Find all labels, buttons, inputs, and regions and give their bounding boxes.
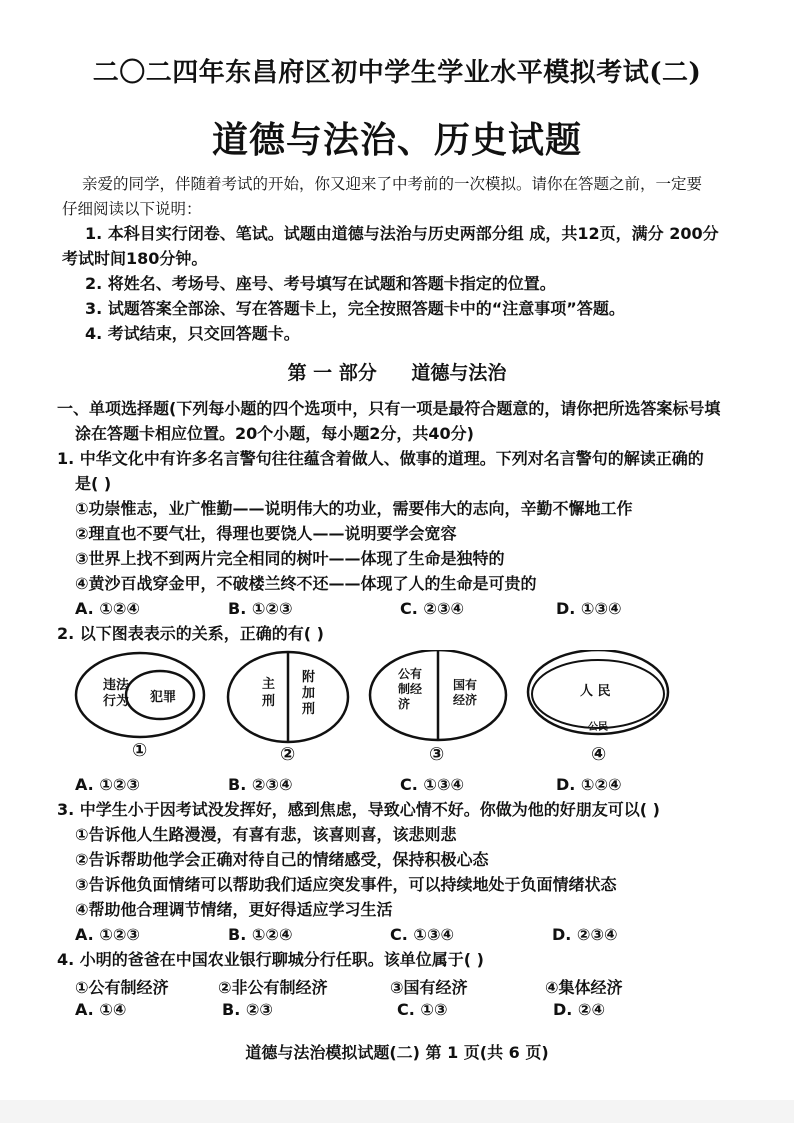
q3-statement-4: ④帮助他合理调节情绪，更好得适应学习生活 <box>75 900 393 919</box>
note-2: 2. 将姓名、考场号、座号、考号填写在试题和答题卡指定的位置。 <box>85 274 556 293</box>
q3-option-d: D. ②③④ <box>552 925 618 944</box>
d1-inner-label: 犯罪 <box>150 690 177 705</box>
d3-left-l3: 济 <box>398 697 411 711</box>
note-1: 1. 本科目实行闭卷、笔试。试题由道德与法治与历史两部分组 成，共12页，满分 200分 <box>85 224 719 243</box>
d3-left-l2: 制经 <box>398 682 423 696</box>
d2-right-label: 附加刑 <box>302 670 316 717</box>
q4-statement-4: ④集体经济 <box>545 978 623 997</box>
q3-statement-3: ③告诉他负面情绪可以帮助我们适应突发事件，可以持续地处于负面情绪状态 <box>75 875 617 894</box>
q3-option-c: C. ①③④ <box>390 925 455 944</box>
q1-statement-3: ③世界上找不到两片完全相同的树叶——体现了生命是独特的 <box>75 549 505 568</box>
d1-outer-label-l2: 行为 <box>103 694 130 709</box>
d1-outer-label-l1: 违法 <box>103 678 130 693</box>
q4-statement-2: ②非公有制经济 <box>218 978 328 997</box>
d4-inner-label: 公民 <box>588 722 608 733</box>
q1-option-b: B. ①②③ <box>228 599 293 618</box>
q4-statement-1: ①公有制经济 <box>75 978 169 997</box>
q1-statement-2: ②理直也不要气壮，得理也要饶人——说明要学会宽容 <box>75 524 457 543</box>
mc-header-line-1: 一、单项选择题(下列每小题的四个选项中，只有一项是最符合题意的，请你把所选答案标号填 <box>57 399 721 418</box>
q4-option-d: D. ②④ <box>553 1000 606 1019</box>
q3-option-b: B. ①②④ <box>228 925 293 944</box>
q2-option-b: B. ②③④ <box>228 775 293 794</box>
d1-outer-label <box>103 678 129 710</box>
diagram-number-2: ② <box>280 744 296 765</box>
mc-header-line-2: 涂在答题卡相应位置。20个小题，每小题2分，共40分) <box>75 424 474 443</box>
q1-stem-cont: 是( ) <box>75 474 112 493</box>
section-heading <box>0 358 794 385</box>
q2-stem: 2. 以下图表表示的关系，正确的有( ) <box>57 624 324 643</box>
q4-option-b: B. ②③ <box>222 1000 273 1019</box>
d4-outer-label: 人 民 <box>580 684 611 699</box>
d3-left-label <box>398 667 422 712</box>
diagram-number-3: ③ <box>429 744 445 765</box>
q2-diagrams <box>70 650 710 770</box>
q2-option-c: C. ①③④ <box>400 775 465 794</box>
diagram-number-4: ④ <box>591 744 607 765</box>
q1-stem: 1. 中华文化中有许多名言警句往往蕴含着做人、做事的道理。下列对名言警句的解读正确的 <box>57 449 704 468</box>
section-part: 第 一 部分 <box>287 362 377 384</box>
q4-option-a: A. ①④ <box>75 1000 127 1019</box>
q3-statement-2: ②告诉帮助他学会正确对待自己的情绪感受，保持积极心态 <box>75 850 489 869</box>
exam-title: 二〇二四年东昌府区初中学生学业水平模拟考试(二) <box>92 58 702 88</box>
note-4: 4. 考试结束，只交回答题卡。 <box>85 324 300 343</box>
q1-statement-1: ①功崇惟志，业广惟勤——说明伟大的功业，需要伟大的志向，辛勤不懈地工作 <box>75 499 633 518</box>
q3-stem: 3. 中学生小于因考试没发挥好，感到焦虑，导致心情不好。你做为他的好朋友可以( ) <box>57 800 660 819</box>
d1-outer-ellipse <box>76 653 204 737</box>
subject-title: 道德与法治、历史试题 <box>211 120 582 161</box>
diagram-number-1: ① <box>132 740 148 761</box>
page-bottom-margin <box>0 1100 794 1123</box>
q2-option-a: A. ①②③ <box>75 775 140 794</box>
q1-statement-4: ④黄沙百战穿金甲，不破楼兰终不还——体现了人的生命是可贵的 <box>75 574 537 593</box>
q1-option-c: C. ②③④ <box>400 599 465 618</box>
q4-option-c: C. ①③ <box>397 1000 448 1019</box>
q4-stem: 4. 小明的爸爸在中国农业银行聊城分行任职。该单位属于( ) <box>57 950 484 969</box>
d3-left-l1: 公有 <box>398 667 423 681</box>
intro-line-1: 亲爱的同学，伴随着考试的开始，你又迎来了中考前的一次模拟。请你在答题之前，一定要 <box>82 175 703 193</box>
note-1-cont: 考试时间180分钟。 <box>62 249 208 268</box>
q1-option-a: A. ①②④ <box>75 599 140 618</box>
q3-option-a: A. ①②③ <box>75 925 140 944</box>
q3-statement-1: ①告诉他人生路漫漫，有喜有悲，该喜则喜，该悲则悲 <box>75 825 457 844</box>
d3-right-l1: 国有 <box>453 678 478 692</box>
d3-right-l2: 经济 <box>453 693 478 707</box>
section-name: 道德与法治 <box>411 362 507 384</box>
note-3: 3. 试题答案全部涂、写在答题卡上，完全按照答题卡中的“注意事项”答题。 <box>85 299 625 318</box>
q2-option-d: D. ①②④ <box>556 775 622 794</box>
page-footer: 道德与法治模拟试题(二) 第 1 页(共 6 页) <box>245 1043 549 1062</box>
q1-option-d: D. ①③④ <box>556 599 622 618</box>
d3-right-label <box>453 678 477 708</box>
d2-left-label: 主刑 <box>262 677 276 709</box>
q4-statement-3: ③国有经济 <box>390 978 468 997</box>
intro-line-2: 仔细阅读以下说明： <box>62 200 202 218</box>
